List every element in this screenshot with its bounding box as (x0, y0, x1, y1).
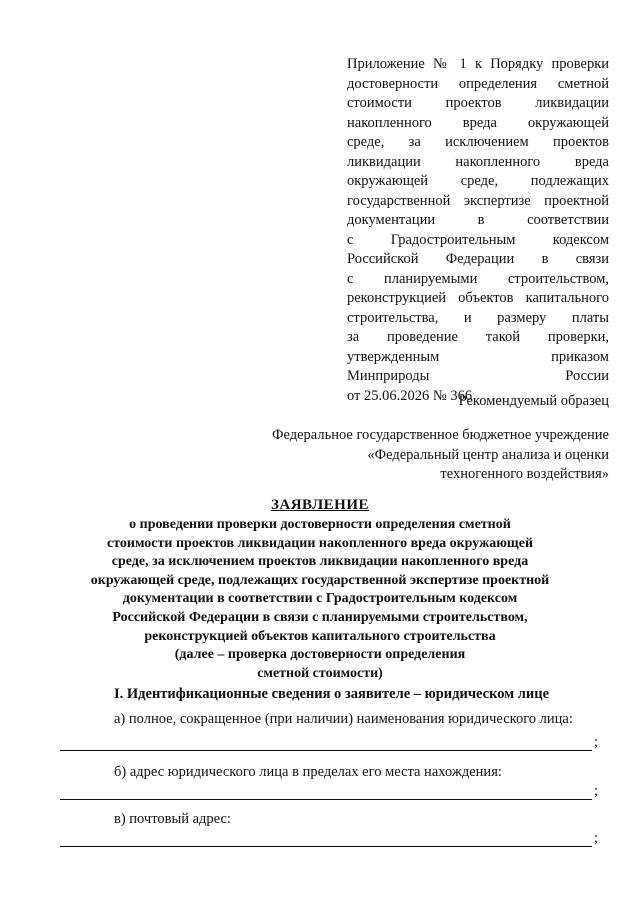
appendix-line: с планируемыми строительством, (347, 270, 609, 287)
sample-label: Рекомендуемый образец (458, 393, 609, 409)
subtitle-line: сметной стоимости) (257, 665, 383, 681)
appendix-line: ликвидации накопленного вреда (347, 153, 609, 170)
recipient-line: Федеральное государственное бюджетное учреждение (272, 427, 609, 443)
appendix-line: окружающей среде, подлежащих (347, 173, 609, 189)
subtitle-line: среде, за исключением проектов ликвидации накопленного вреда (111, 554, 529, 570)
appendix-line: утвержденным приказом (347, 348, 609, 365)
legal-address-terminator: ; (594, 783, 599, 799)
appendix-line: Приложение № 1 к Порядку проверки (347, 56, 609, 72)
appendix-line: документации в соответствии (347, 212, 609, 228)
appendix-line: накопленного вреда окружающей (347, 114, 609, 131)
document-title: ЗАЯВЛЕНИЕ (270, 497, 370, 513)
appendix-line: строительства, и размеру платы (347, 309, 609, 326)
document-subtitle (50, 516, 590, 683)
recipient-line: «Федеральный центр анализа и оценки (367, 446, 609, 463)
appendix-line: стоимости проектов ликвидации (347, 95, 609, 111)
postal-address-fill-line[interactable] (60, 846, 592, 847)
appendix-block (347, 55, 609, 406)
subtitle-line: реконструкцией объектов капитального строительства (144, 628, 496, 644)
field-label-legal-address: б) адрес юридического лица в пределах его места нахождения: (114, 764, 502, 780)
appendix-line: Минприроды России (347, 368, 609, 384)
legal-address-fill-line[interactable] (60, 799, 592, 800)
appendix-line: реконструкцией объектов капитального (347, 290, 609, 306)
section-heading: I. Идентификационные сведения о заявителе – юридическом лице (114, 686, 549, 702)
subtitle-line: документации в соответствии с Градостроительным кодексом (122, 591, 518, 607)
subtitle-line: (далее – проверка достоверности определения (174, 647, 466, 663)
appendix-line: среде, за исключением проектов (347, 134, 609, 150)
appendix-line: с Градостроительным кодексом (347, 231, 609, 248)
field-label-legal-name: а) полное, сокращенное (при наличии) наименования юридического лица: (114, 711, 573, 727)
subtitle-line: окружающей среде, подлежащих государственной экспертизе проектной (90, 572, 550, 588)
appendix-line: достоверности определения сметной (347, 75, 609, 92)
postal-address-terminator: ; (594, 830, 599, 846)
appendix-date-line: от 25.06.2026 № 366 (347, 387, 473, 404)
legal-name-fill-line[interactable] (60, 750, 592, 751)
appendix-line: за проведение такой проверки, (347, 329, 609, 345)
field-label-postal-address: в) почтовый адрес: (114, 811, 231, 827)
subtitle-line: стоимости проектов ликвидации накопленного вреда окружающей (106, 535, 534, 551)
recipient-block (229, 426, 609, 485)
appendix-line: государственной экспертизе проектной (347, 192, 609, 209)
subtitle-line: Российской Федерации в связи с планируемыми строительством, (112, 609, 528, 625)
recipient-line: техногенного воздействия» (440, 466, 609, 482)
legal-name-terminator: ; (594, 734, 599, 750)
appendix-line: Российской Федерации в связи (347, 251, 609, 267)
subtitle-line: о проведении проверки достоверности определения сметной (129, 517, 511, 532)
